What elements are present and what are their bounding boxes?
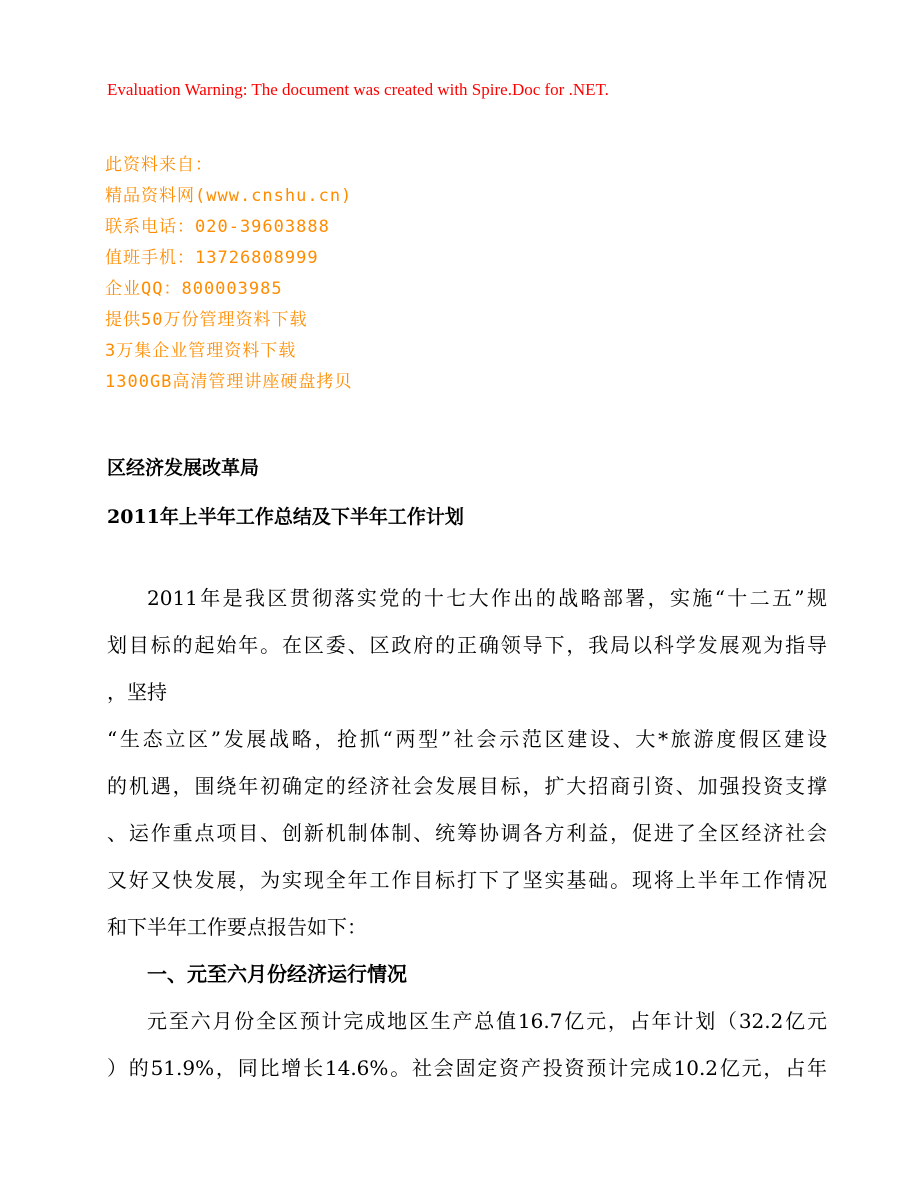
intro-paragraph: [107, 575, 827, 951]
promo-line: 精品资料网(www.cnshu.cn): [105, 186, 353, 206]
paragraph-line: 、运作重点项目、创新机制体制、统筹协调各方利益，促进了全区经济社会: [107, 821, 827, 845]
paragraph-line: 2011年是我区贯彻落实党的十七大作出的战略部署，实施“十二五”规: [147, 586, 827, 610]
promo-line: 提供50万份管理资料下载: [105, 310, 308, 330]
paragraph-line: ，坚持: [107, 680, 167, 704]
paragraph-line: ）的51.9%，同比增长14.6%。社会固定资产投资预计完成10.2亿元，占年: [107, 1056, 827, 1080]
paragraph-line: “生态立区”发展战略，抢抓“两型”社会示范区建设、大*旅游度假区建设: [107, 727, 827, 751]
section1: [107, 951, 827, 1092]
paragraph-line: 和下半年工作要点报告如下：: [107, 915, 367, 939]
promo-line: 企业QQ：800003985: [105, 279, 283, 299]
promo-block: [105, 150, 352, 398]
section-heading: 一、元至六月份经济运行情况: [147, 962, 407, 986]
promo-line: 3万集企业管理资料下载: [105, 341, 297, 361]
report-title: 2011年上半年工作总结及下半年工作计划: [107, 506, 464, 528]
promo-line: 此资料来自：: [105, 155, 213, 175]
promo-line: 联系电话：020-39603888: [105, 217, 330, 237]
paragraph-line: 元至六月份全区预计完成地区生产总值16.7亿元，占年计划（32.2亿元: [147, 1009, 827, 1033]
paragraph-line: 的机遇，围绕年初确定的经济社会发展目标，扩大招商引资、加强投资支撑: [107, 774, 827, 798]
evaluation-warning: Evaluation Warning: The document was created with Spire.Doc for .NET.: [107, 80, 609, 99]
promo-line: 值班手机：13726808999: [105, 248, 319, 268]
promo-line: 1300GB高清管理讲座硬盘拷贝: [105, 372, 353, 392]
org-title: 区经济发展改革局: [107, 457, 260, 479]
paragraph-line: 又好又快发展，为实现全年工作目标打下了坚实基础。现将上半年工作情况: [107, 868, 827, 892]
paragraph-line: 划目标的起始年。在区委、区政府的正确领导下，我局以科学发展观为指导: [107, 633, 827, 657]
